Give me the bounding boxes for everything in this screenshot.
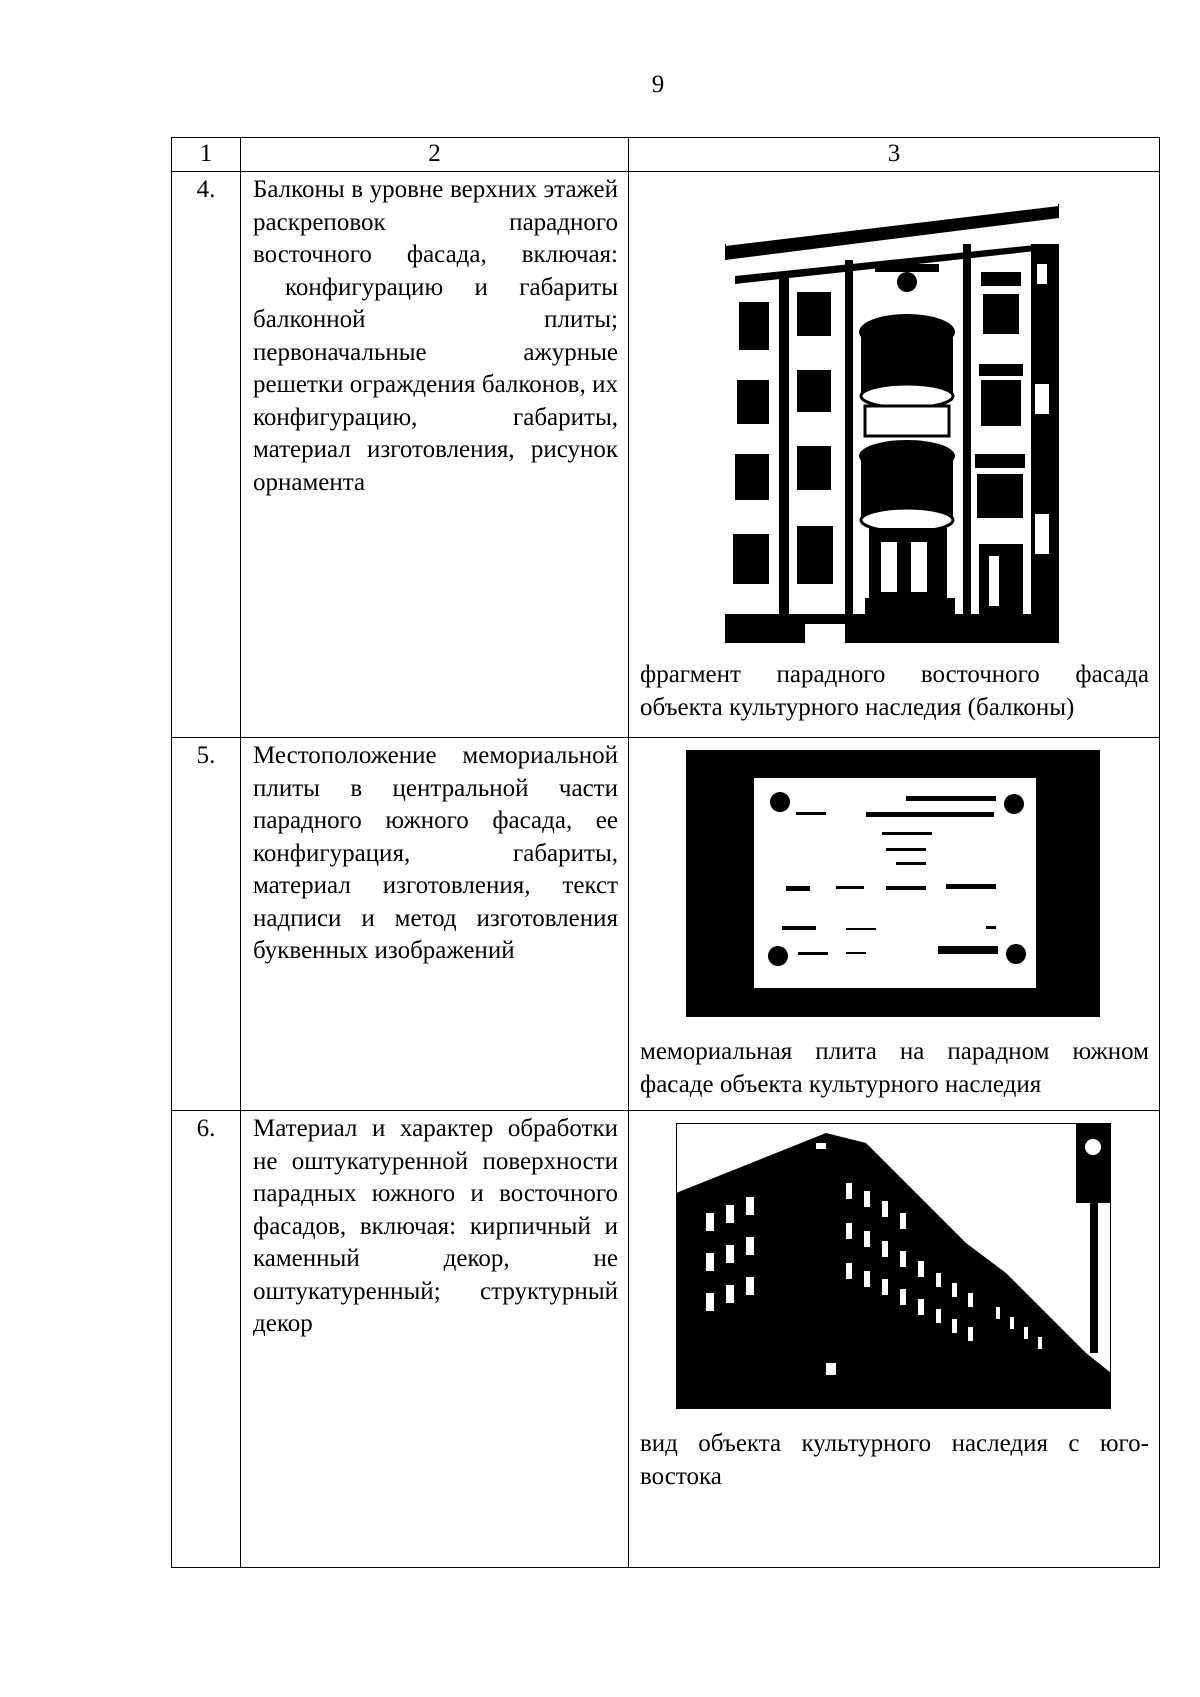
- row-description: [241, 1111, 629, 1568]
- row-illustration: [629, 1111, 1160, 1568]
- description-line: Материал и характер обработки не оштукатуренной поверхности парадных южного и восточного фасадов, включая: кирпичный и каменный декор, не оштукатуренный; структурный декор: [253, 1115, 618, 1337]
- building-southeast-view-photo: [676, 1123, 1111, 1409]
- description-line: Местоположение мемориальной плиты в центральной части парадного южного фасада, ее конфигурация, габариты, материал изготовления, текст надписи и метод изготовления буквенных изображений: [253, 742, 618, 964]
- row-description: [241, 172, 629, 738]
- header-col-1: 1: [172, 138, 241, 172]
- photo-caption: фрагмент парадного восточного фасада объекта культурного наследия (балконы): [640, 661, 1149, 721]
- memorial-plaque-photo: [686, 750, 1100, 1017]
- photo-caption: мемориальная плита на парадном южном фасаде объекта культурного наследия: [640, 1038, 1149, 1098]
- table-row: [172, 738, 1160, 1111]
- header-col-3: 3: [629, 138, 1160, 172]
- table-row: [172, 1111, 1160, 1568]
- header-col-2: 2: [241, 138, 629, 172]
- description-line: первоначальные ажурные решетки ограждения балконов, их конфигурацию, габариты, материал изготовления, рисунок орнамента: [253, 338, 618, 496]
- description-line: Балконы в уровне верхних этажей раскреповок парадного восточного фасада, включая:: [253, 176, 618, 268]
- table-row: [172, 172, 1160, 738]
- row-description: [241, 738, 629, 1111]
- description-line: конфигурацию и габариты балконной плиты;: [253, 273, 618, 333]
- table-header-row: [172, 138, 1160, 172]
- balconies-facade-photo: [725, 184, 1059, 643]
- row-number: 5.: [172, 738, 241, 1111]
- row-number: 4.: [172, 172, 241, 738]
- heritage-elements-table: [171, 137, 1160, 1568]
- photo-caption: вид объекта культурного наследия с юго-востока: [640, 1430, 1149, 1490]
- row-illustration: [629, 738, 1160, 1111]
- page-number: 9: [651, 71, 665, 98]
- row-number: 6.: [172, 1111, 241, 1568]
- row-illustration: [629, 172, 1160, 738]
